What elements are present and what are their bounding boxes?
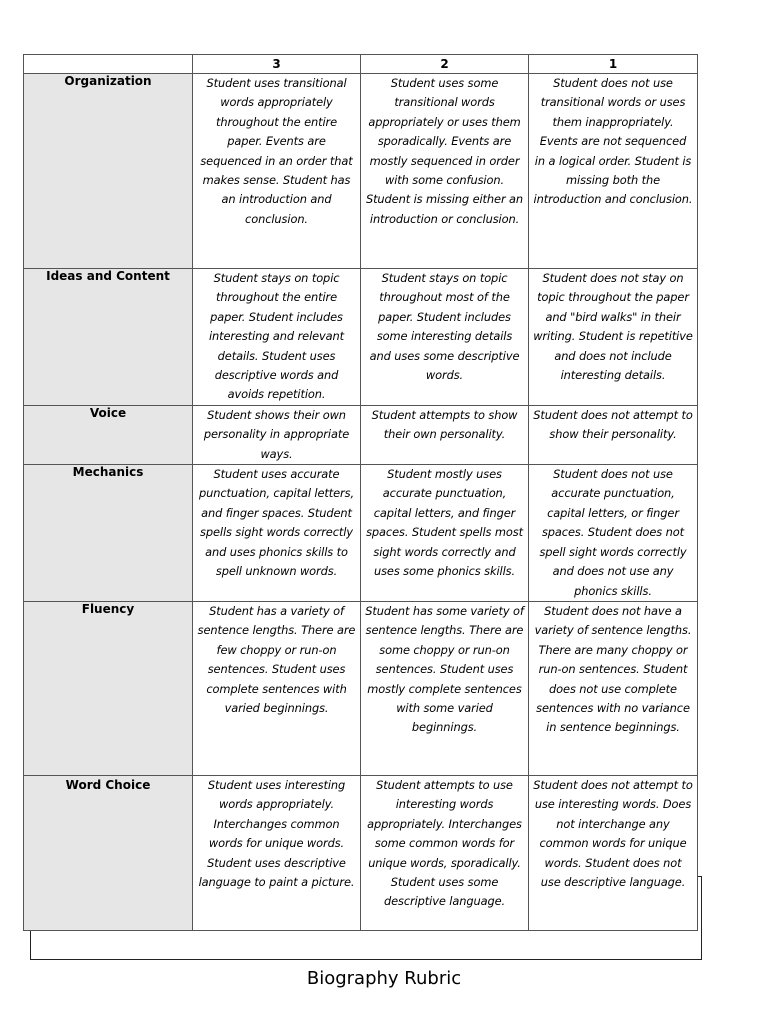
table-row — [24, 269, 698, 406]
fluency-score-2: Student has some variety of sentence lengths. There are some choppy or run-on sentences. Student uses mostly complete sentences with some varied beginnings. — [361, 601, 529, 775]
mechanics-score-3: Student uses accurate punctuation, capital letters, and finger spaces. Student spells sight words correctly and uses phonics skills to spell unknown words. — [193, 465, 361, 602]
header-score-3: 3 — [193, 55, 361, 74]
header-score-2: 2 — [361, 55, 529, 74]
word-choice-score-3: Student uses interesting words appropriately. Interchanges common words for unique words. Student uses descriptive language to paint a picture. — [193, 775, 361, 930]
table-row — [24, 74, 698, 269]
fluency-score-3: Student has a variety of sentence lengths. There are few choppy or run-on sentences. Student uses complete sentences with varied beginnings. — [193, 601, 361, 775]
rubric-table — [23, 54, 698, 931]
page-caption: Biography Rubric — [306, 968, 462, 989]
criterion-voice: Voice — [24, 405, 193, 464]
voice-score-3: Student shows their own personality in appropriate ways. — [193, 405, 361, 464]
mechanics-score-2: Student mostly uses accurate punctuation, capital letters, and finger spaces. Student spells most sight words correctly and uses some phonics skills. — [361, 465, 529, 602]
organization-score-2: Student uses some transitional words appropriately or uses them sporadically. Events are mostly sequenced in order with some confusion. Student is missing either an introduction or conclusion. — [361, 74, 529, 269]
word-choice-score-2: Student attempts to use interesting words appropriately. Interchanges some common words for unique words, sporadically. Student uses some descriptive language. — [361, 775, 529, 930]
header-row — [24, 55, 698, 74]
criterion-fluency: Fluency — [24, 601, 193, 775]
criterion-ideas-and-content: Ideas and Content — [24, 269, 193, 406]
ideas-score-3: Student stays on topic throughout the entire paper. Student includes interesting and relevant details. Student uses descriptive words and avoids repetition. — [193, 269, 361, 406]
ideas-score-1: Student does not stay on topic throughout the paper and "bird walks" in their writing. Student is repetitive and does not include interesting details. — [529, 269, 698, 406]
criterion-mechanics: Mechanics — [24, 465, 193, 602]
fluency-score-1: Student does not have a variety of sentence lengths. There are many choppy or run-on sentences. Student does not use complete sentences with no variance in sentence beginnings. — [529, 601, 698, 775]
table-row — [24, 465, 698, 602]
header-corner-cell — [24, 55, 193, 74]
criterion-word-choice: Word Choice — [24, 775, 193, 930]
word-choice-score-1: Student does not attempt to use interesting words. Does not interchange any common words for unique words. Student does not use descriptive language. — [529, 775, 698, 930]
header-score-1: 1 — [529, 55, 698, 74]
table-row — [24, 601, 698, 775]
table-row — [24, 775, 698, 930]
mechanics-score-1: Student does not use accurate punctuation, capital letters, or finger spaces. Student does not spell sight words correctly and does not use any phonics skills. — [529, 465, 698, 602]
organization-score-1: Student does not use transitional words or uses them inappropriately. Events are not sequenced in a logical order. Student is missing both the introduction and conclusion. — [529, 74, 698, 269]
organization-score-3: Student uses transitional words appropriately throughout the entire paper. Events are sequenced in an order that makes sense. Student has an introduction and conclusion. — [193, 74, 361, 269]
criterion-organization: Organization — [24, 74, 193, 269]
table-row — [24, 405, 698, 464]
voice-score-1: Student does not attempt to show their personality. — [529, 405, 698, 464]
voice-score-2: Student attempts to show their own personality. — [361, 405, 529, 464]
ideas-score-2: Student stays on topic throughout most of the paper. Student includes some interesting details and uses some descriptive words. — [361, 269, 529, 406]
